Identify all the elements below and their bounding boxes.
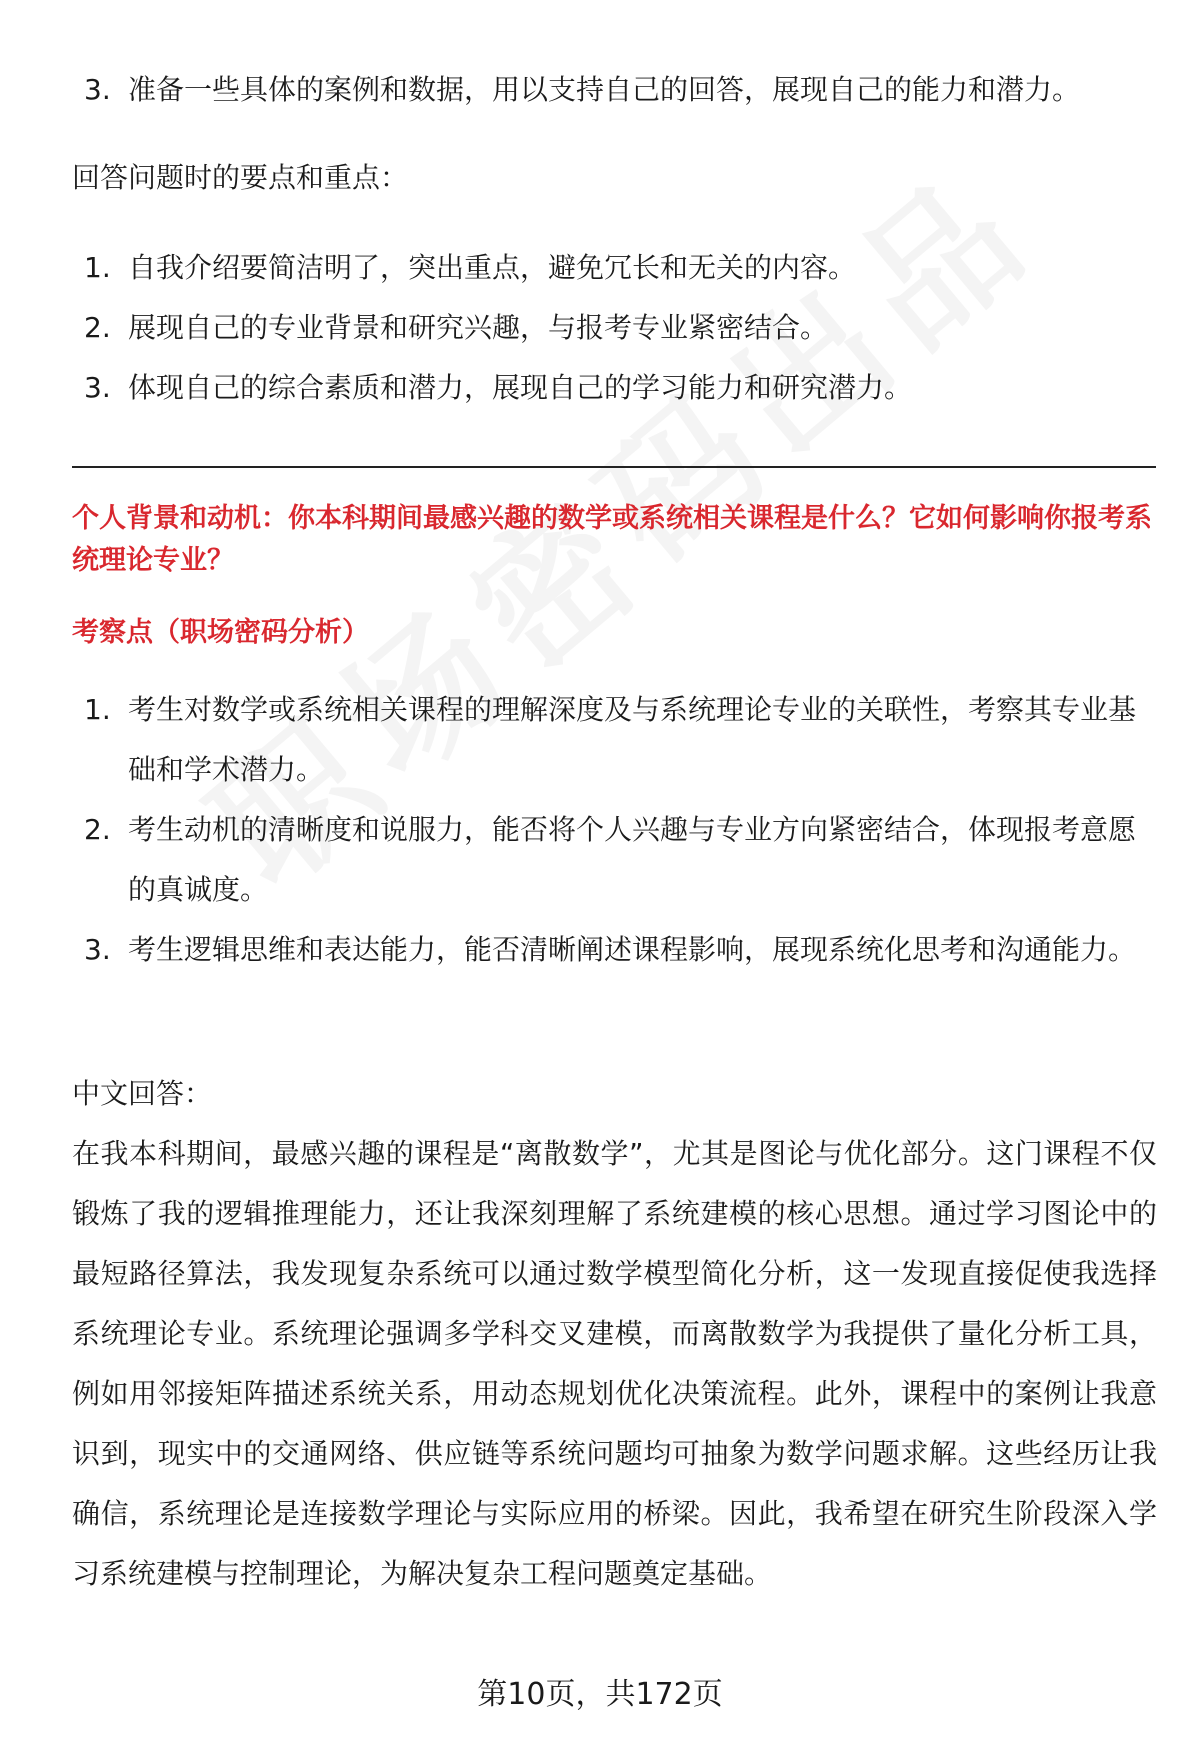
answer-heading: 中文回答： [72,1077,213,1110]
page-footer: 第10页，共172页 [477,1677,723,1712]
list-text: 考生逻辑思维和表达能力，能否清晰阐述课程影响，展现系统化思考和沟通能力。 [128,933,1137,966]
question-title: 个人背景和动机：你本科期间最感兴趣的数学或系统相关课程是什么？它如何影响你报考系统理论专业？ [72,503,1152,576]
list-text: 展现自己的专业背景和研究兴趣，与报考专业紧密结合。 [128,311,829,344]
examine-heading: 考察点（职场密码分析） [72,617,369,648]
list-text: 自我介绍要简洁明了，突出重点，避免冗长和无关的内容。 [128,251,857,284]
list-number: 1. [84,251,111,284]
list-number: 2. [84,311,111,344]
list-number: 1. [84,693,111,726]
list-number: 2. [84,813,111,846]
list-number: 3. [84,933,111,966]
answer-paragraph: 在我本科期间，最感兴趣的课程是“离散数学”，尤其是图论与优化部分。这门课程不仅锻炼了我的逻辑推理能力，还让我深刻理解了系统建模的核心思想。通过学习图论中的最短路径算法，我发现复杂系统可以通过数学模型简化分析，这一发现直接促使我选择系统理论专业。系统理论强调多学科交叉建模，而离散数学为我提供了量化分析工具，例如用邻接矩阵描述系统关系，用动态规划优化决策流程。此外，课程中的案例让我意识到，现实中的交通网络、供应链等系统问题均可抽象为数学问题求解。这些经历让我确信，系统理论是连接数学理论与实际应用的桥梁。因此，我希望在研究生阶段深入学习系统建模与控制理论，为解决复杂工程问题奠定基础。 [72,1137,1157,1590]
list-text: 准备一些具体的案例和数据，用以支持自己的回答，展现自己的能力和潜力。 [128,73,1081,106]
list-text: 考生动机的清晰度和说服力，能否将个人兴趣与专业方向紧密结合，体现报考意愿的真诚度。 [128,813,1137,906]
list-number: 3. [84,73,111,106]
section-divider [72,466,1156,468]
list-number: 3. [84,371,111,404]
key-points-heading: 回答问题时的要点和重点： [72,161,409,194]
list-text: 考生对数学或系统相关课程的理解深度及与系统理论专业的关联性，考察其专业基础和学术潜力。 [128,693,1137,786]
list-text: 体现自己的综合素质和潜力，展现自己的学习能力和研究潜力。 [128,371,913,404]
